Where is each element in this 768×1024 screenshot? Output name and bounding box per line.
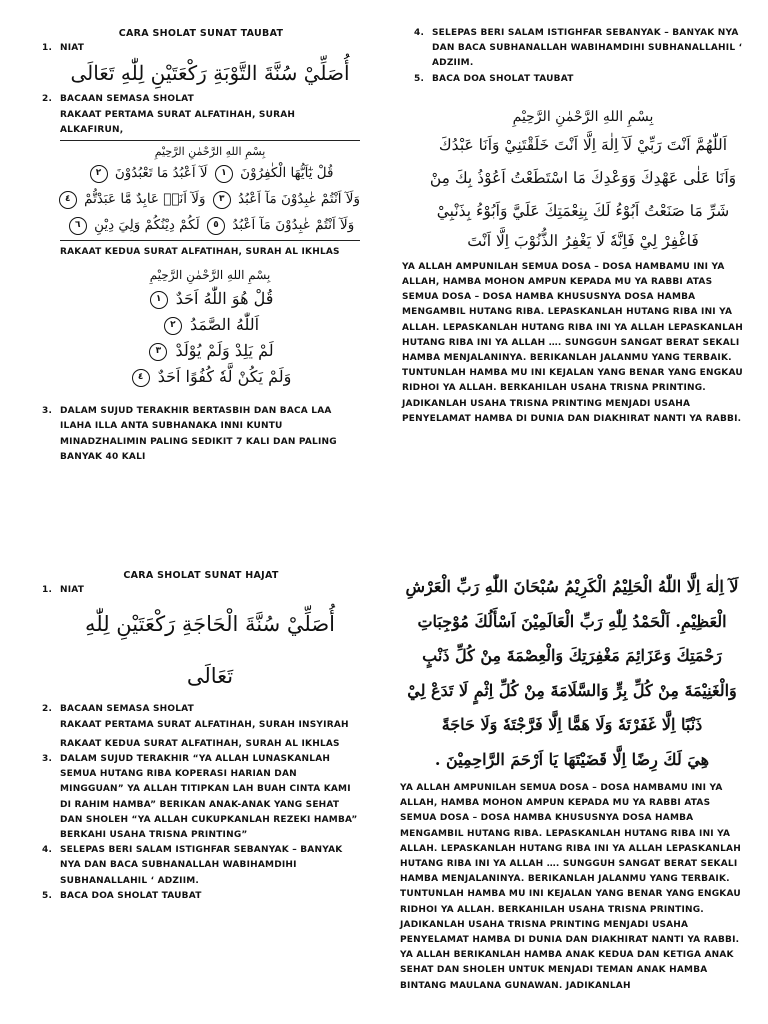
hajat-item-sujud (42, 752, 360, 843)
doa-line: الْعَظِيْمِ. اَلْحَمْدُ لِلّٰهِ رَبِّ الْعَالَمِيْنَ اَسْأَلُكَ مُوْجِبَاتِ (417, 611, 727, 631)
doa-line: ذَنْبًا اِلَّا غَفَرْتَهٗ وَلَا هَمًّا اِلَّا فَرَّجْتَهٗ وَلَا حَاجَةً (441, 715, 703, 734)
doa-basmalah: بِسْمِ اللهِ الرَّحْمٰنِ الرَّحِيْمِ (512, 108, 654, 125)
taubat-item-niat (42, 41, 360, 56)
ikhlas-ayah-line: وَلَمْ يَكُنْ لَّهٗ كُفُوًا اَحَدٌ ٤ (60, 364, 360, 390)
list-number: 4. (414, 28, 425, 38)
ayah-number-marker: ٢ (90, 165, 108, 183)
ayah-number-marker: ٥ (207, 217, 225, 235)
doa-label: BACA DOA SHOLAT TAUBAT (60, 890, 202, 901)
kafirun-ayah-line: وَلَآ اَنْتُمْ عٰبِدُوْنَ مَآ اَعْبُدُ ٣ وَلَآ اَنَا۠ عَابِدٌ مَّا عَبَدْتُّمْ ٤ (60, 186, 360, 212)
hajat-title: CARA SHOLAT SUNAT HAJAT (123, 570, 279, 581)
hajat-item-niat (42, 583, 360, 598)
kafirun-basmalah: بِسْمِ اللهِ الرَّحْمٰنِ الرَّحِيْمِ (154, 145, 266, 159)
ayah-number-marker: ٣ (213, 191, 231, 209)
doa-line: هِيَ لَكَ رِضًا اِلَّا قَضَيْتَهَا يَا اَرْحَمَ الرَّاحِمِيْنَ . (434, 749, 710, 769)
niat-label: NIAT (60, 585, 85, 596)
doa-line: رَحْمَتِكَ وَعَزَائِمَ مَغْفِرَتِكَ وَالْعِصْمَةَ مِنْ كُلِّ ذَنْبٍ (422, 646, 722, 665)
sujud-text: DALAM SUJUD TERAKHIR “YA ALLAH LUNASKANLAH SEMUA HUTANG RIBA KOPERASI HARIAN DAN MINGGUAN” YA ALLAH TITIPKAN LAH BUAH CINTA KAMI DI RAHIM HAMBA” BERIKAN ANAK-ANAK YANG SEHAT DAN SHOLEH “YA ALLAH CUKUPKANLAH REZEKI HAMBA” BERKAHI USAHA TRISNA PRINTING” (60, 754, 358, 841)
doa-line: شَرِّ مَا صَنَعْتُ اَبُوْءُ لَكَ بِنِعْمَتِكَ عَلَيَّ وَاَبُوْءُ بِذَنْبِيْ (436, 201, 730, 220)
list-number: 5. (42, 890, 53, 901)
hajat-translation: YA ALLAH AMPUNILAH SEMUA DOSA – DOSA HAMBAMU INI YA ALLAH, HAMBA MOHON AMPUN KEPADA MU YA RABBI ATAS SEMUA DOSA – DOSA HAMBA KHUSUSNYA DOSA HAMBA MENGAMBIL HUTANG RIBA. LEPASKANLAH HUTANG RIBA INI YA ALLAH. LEPASKANLAH HUTANG RIBA INI YA ALLAH LEPASKANLAH HUTANG RIBA INI YA ALLAH …. SUNGGUH SANGAT BERAT SEKALI HAMBA MENJALANINYA. BERIKANLAH JALANMU YANG TERBAIK. TUNTUNLAH HAMBA MU INI KEJALAN YANG BENAR YANG ENGKAU RIDHOI YA ALLAH. BERKAHILAH USAHA TRISNA PRINTING. JADIKANLAH USAHA TRISNA PRINTING MENJADI USAHA PENYELAMAT HAMBA DI DUNIA DAN DIAKHIRAT NANTI YA RABBI. YA ALLAH BERIKANLAH HAMBA ANAK KEDUA DAN KETIGA ANAK SEHAT DAN SHOLEH UNTUK MENJADI TEMAN ANAK HAMBA BINTANG MAULANA GUNAWAN. JADIKANLAH (400, 783, 741, 991)
surah-ikhlas-block (60, 264, 360, 390)
salam-text: SELEPAS BERI SALAM ISTIGHFAR SEBANYAK – BANYAK NYA DAN BACA SUBHANALLAH WABIHAMDIHI SUBHANALLAHIL ‘ ADZIIM. (60, 845, 343, 886)
ikhlas-ayah-line: اَللّٰهُ الصَّمَدُ ٢ (60, 312, 360, 338)
salam-text: SELEPAS BERI SALAM ISTIGHFAR SEBANYAK – BANYAK NYA DAN BACA SUBHANALLAH WABIHAMDIHI SUBHANALLAHIL ‘ ADZIIM. (432, 28, 743, 69)
ayah-number-marker: ٤ (59, 191, 77, 209)
taubat-translation: YA ALLAH AMPUNILAH SEMUA DOSA – DOSA HAMBAMU INI YA ALLAH, HAMBA MOHON AMPUN KEPADA MU YA RABBI ATAS SEMUA DOSA – DOSA HAMBA KHUSUSNYA DOSA HAMBA MENGAMBIL HUTANG RIBA. LEPASKANLAH HUTANG RIBA INI YA ALLAH. LEPASKANLAH HUTANG RIBA INI YA ALLAH LEPASKANLAH HUTANG RIBA INI YA ALLAH …. SUNGGUH SANGAT BERAT SEKALI HAMBA MENJALANINYA. BERIKANLAH JALANMU YANG TERBAIK. TUNTUNLAH HAMBA MU INI KEJALAN YANG BENAR YANG ENGKAU RIDHOI YA ALLAH. BERKAHILAH USAHA TRISNA PRINTING. JADIKANLAH USAHA TRISNA PRINTING MENJADI USAHA PENYELAMAT HAMBA DI DUNIA DAN DIAKHIRAT NANTI YA RABBI. (402, 261, 743, 424)
ayah-number-marker: ٢ (164, 317, 182, 335)
hajat-item-salam (42, 843, 360, 889)
kafirun-ayah-line: قُلْ يٰٓاَيُّهَا الْكٰفِرُوْنَ ١ لَآ اَعْبُدُ مَا تَعْبُدُوْنَ ٢ (60, 160, 360, 186)
list-number: 5. (414, 73, 425, 84)
surah-kafirun-block (60, 143, 360, 238)
hajat-steps-column (42, 568, 360, 904)
list-number: 3. (42, 406, 53, 417)
ayah-number-marker: ١ (215, 165, 233, 183)
list-number: 2. (42, 94, 53, 105)
doa-line: فَاغْفِرْ لِيْ فَاِنَّهٗ لَا يَغْفِرُ الذُّنُوْبَ اِلَّا اَنْتَ (467, 231, 699, 250)
doa-line: وَاَنَا عَلٰى عَهْدِكَ وَوَعْدِكَ مَا اسْتَطَعْتُ اَعُوْذُ بِكَ مِنْ (429, 168, 737, 187)
doa-line: وَالْغَنِيْمَةَ مِنْ كُلِّ بِرٍّ وَالسَّلَامَةَ مِنْ كُلِّ اِثْمٍ لَا تَدَعْ لِيْ (407, 680, 737, 700)
hajat-rakaat-1: RAKAAT PERTAMA SURAT ALFATIHAH, SURAH INSYIRAH (60, 719, 349, 730)
taubat-title: CARA SHOLAT SUNAT TAUBAT (118, 28, 284, 39)
ayah-number-marker: ٦ (69, 217, 87, 235)
taubat-niat-arabic: أُصَلِّيْ سُنَّةَ التَّوْبَةِ رَكْعَتَيْنِ لِلّٰهِ تَعَالَى (70, 61, 350, 86)
list-number: 3. (42, 754, 53, 765)
taubat-doa-arabic (422, 105, 744, 254)
ikhlas-basmalah: بِسْمِ اللهِ الرَّحْمٰنِ الرَّحِيْمِ (149, 268, 271, 283)
taubat-rakaat-2: RAKAAT KEDUA SURAT ALFATIHAH, SURAH AL IKHLAS (60, 247, 340, 258)
ikhlas-ayah-line: قُلْ هُوَ اللّٰهُ اَحَدٌ ١ (60, 286, 360, 312)
divider (60, 240, 360, 241)
taubat-item-salam (414, 26, 744, 72)
list-number: 1. (42, 585, 53, 596)
hajat-rakaat-2: RAKAAT KEDUA SURAT ALFATIHAH, SURAH AL IKHLAS (60, 738, 340, 749)
hajat-item-bacaan (42, 702, 360, 717)
taubat-rakaat-1: RAKAAT PERTAMA SURAT ALFATIHAH, SURAH ALKAFIRUN, (60, 109, 296, 135)
ayah-number-marker: ٣ (149, 343, 167, 361)
ayah-number-marker: ٤ (132, 369, 150, 387)
ikhlas-ayah-line: لَمْ يَلِدْ وَلَمْ يُوْلَدْ ٣ (60, 338, 360, 364)
bacaan-label: BACAAN SEMASA SHOLAT (60, 94, 194, 105)
doa-label: BACA DOA SHOLAT TAUBAT (432, 73, 574, 84)
taubat-item-sujud (42, 404, 360, 465)
taubat-doa-column (402, 26, 744, 427)
taubat-steps-column (42, 26, 360, 465)
niat-label: NIAT (60, 43, 85, 54)
taubat-item-doa (414, 72, 744, 87)
list-number: 1. (42, 43, 53, 54)
kafirun-ayah-line: وَلَآ اَنْتُمْ عٰبِدُوْنَ مَآ اَعْبُدُ ٥ لَكُمْ دِيْنُكُمْ وَلِيَ دِيْنِ ٦ (60, 212, 360, 238)
list-number: 4. (42, 845, 53, 856)
hajat-niat-arabic: أُصَلِّيْ سُنَّةَ الْحَاجَةِ رَكْعَتَيْنِ لِلّٰهِ تَعَالَى (85, 612, 335, 689)
hajat-doa-column (400, 570, 744, 994)
hajat-doa-arabic (400, 570, 744, 777)
list-number: 2. (42, 704, 53, 715)
doa-line: لَآ اِلٰهَ اِلَّا اللّٰهُ الْحَلِيْمُ الْكَرِيْمُ سُبْحَانَ اللّٰهِ رَبِّ الْعَرْشِ (405, 577, 739, 596)
hajat-item-doa (42, 889, 360, 904)
ayah-number-marker: ١ (150, 291, 168, 309)
divider (60, 140, 360, 141)
taubat-item-bacaan (42, 92, 360, 107)
doa-line: اَللّٰهُمَّ اَنْتَ رَبِّيْ لَآ اِلٰهَ اِلَّا اَنْتَ خَلَقْتَنِيْ وَاَنَا عَبْدُكَ (438, 135, 728, 154)
sujud-text: DALAM SUJUD TERAKHIR BERTASBIH DAN BACA LAA ILAHA ILLA ANTA SUBHANAKA INNI KUNTU MINADZHALIMIN PALING SEDIKIT 7 KALI DAN PALING BANYAK 40 KALI (60, 406, 337, 462)
bacaan-label: BACAAN SEMASA SHOLAT (60, 704, 194, 715)
